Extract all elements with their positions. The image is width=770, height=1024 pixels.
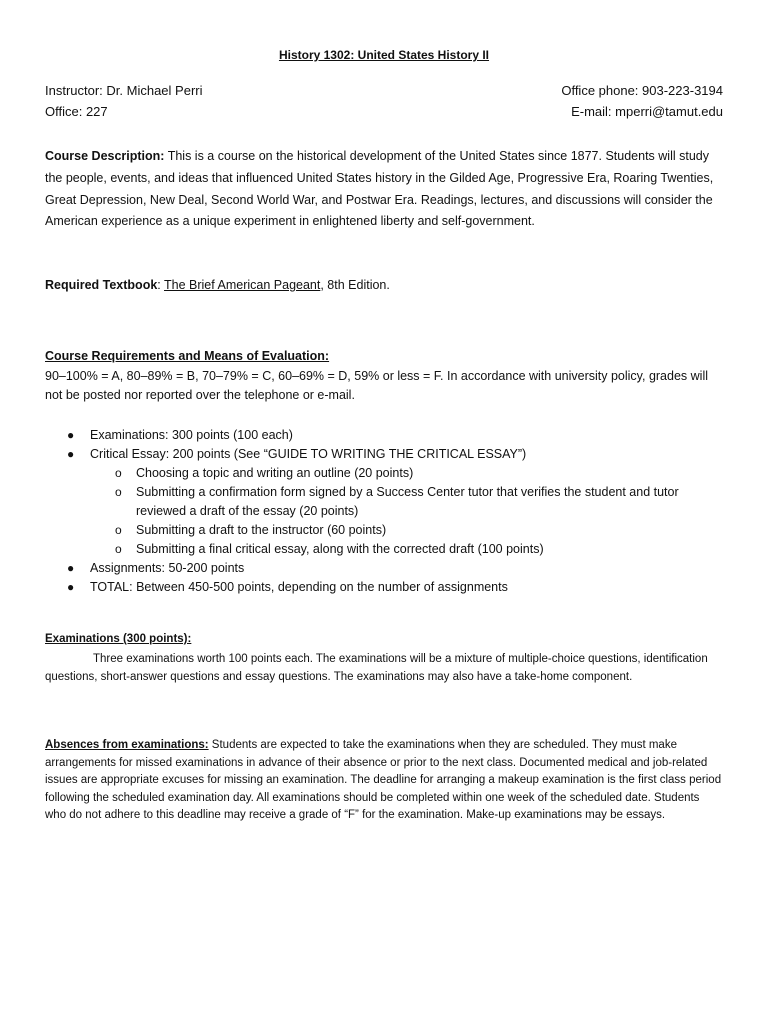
office-number: Office: 227 xyxy=(45,104,108,119)
list-item-text: Assignments: 50-200 points xyxy=(90,561,245,575)
bullet-icon: ● xyxy=(67,561,75,575)
circle-bullet-icon: o xyxy=(115,523,122,537)
absences-heading: Absences from examinations: xyxy=(45,739,209,751)
bullet-icon: ● xyxy=(67,428,75,442)
email-address: E-mail: mperri@tamut.edu xyxy=(571,104,723,119)
course-description-text: This is a course on the historical development of the United States since 1877. Students will study the people, events, and ideas that influenced United States history in the Gilded Age, Progressive Era, Roaring Twenties, Great Depression, New Deal, Second World War, and Postwar Era. Readings, lectures, and discussions will consider the American experience as a unique experiment in enlightened liberty and self-government. xyxy=(45,149,714,229)
document-page xyxy=(45,0,723,1024)
list-item-text: TOTAL: Between 450-500 points, depending on the number of assignments xyxy=(90,580,508,594)
course-description-label: Course Description: xyxy=(45,149,165,163)
instructor-name: Instructor: Dr. Michael Perri xyxy=(45,83,203,98)
list-item-text: Critical Essay: 200 points (See “GUIDE TO WRITING THE CRITICAL ESSAY”) xyxy=(90,447,527,461)
course-description xyxy=(45,146,723,233)
office-phone: Office phone: 903-223-3194 xyxy=(561,83,723,98)
sub-list-item-text: Submitting a draft to the instructor (60 points) xyxy=(136,523,387,537)
absences-section xyxy=(45,737,723,825)
circle-bullet-icon: o xyxy=(115,542,122,556)
textbook-label: Required Textbook xyxy=(45,278,158,292)
textbook-edition: , 8th Edition. xyxy=(320,278,390,292)
sub-list-item-text: Submitting a confirmation form signed by a Success Center tutor that verifies the student and tutor reviewed a draft of the essay (20 points) xyxy=(136,485,679,518)
circle-bullet-icon: o xyxy=(115,485,122,499)
examinations-heading: Examinations (300 points): xyxy=(45,633,192,645)
sub-list-item-text: Submitting a final critical essay, along with the corrected draft (100 points) xyxy=(136,542,544,556)
grading-scale: 90–100% = A, 80–89% = B, 70–79% = C, 60–69% = D, 59% or less = F. In accordance with university policy, grades will not be posted nor reported over the telephone or e-mail. xyxy=(45,369,708,402)
circle-bullet-icon: o xyxy=(115,466,122,480)
document-title: History 1302: United States History II xyxy=(278,48,490,62)
header-row-2 xyxy=(45,104,723,119)
requirements-heading: Course Requirements and Means of Evaluation: xyxy=(45,349,330,363)
sub-list-item-text: Choosing a topic and writing an outline (20 points) xyxy=(136,466,414,480)
absences-text: Students are expected to take the examinations when they are scheduled. They must make arrangements for missed examinations in advance of their absence or prior to the next class. Documented medical and job-related issues are appropriate excuses for missing an examination. The deadline for arranging a makeup examination is the first class period following the scheduled examination day. All examinations should be completed within one week of the scheduled date. Students who do not adhere to this deadline may receive a grade of “F” for the examination. Make-up examinations may be essays. xyxy=(45,739,722,822)
header-row-1 xyxy=(45,83,723,98)
bullet-icon: ● xyxy=(67,447,75,461)
textbook-title: The Brief American Pageant xyxy=(164,278,321,292)
examinations-text: Three examinations worth 100 points each. The examinations will be a mixture of multiple-choice questions, identification questions, short-answer questions and essay questions. The examinations may also have a take-home component. xyxy=(45,653,708,683)
textbook-colon: : xyxy=(157,278,165,292)
bullet-icon: ● xyxy=(67,580,75,594)
list-item-text: Examinations: 300 points (100 each) xyxy=(90,428,293,442)
required-textbook xyxy=(45,278,723,292)
